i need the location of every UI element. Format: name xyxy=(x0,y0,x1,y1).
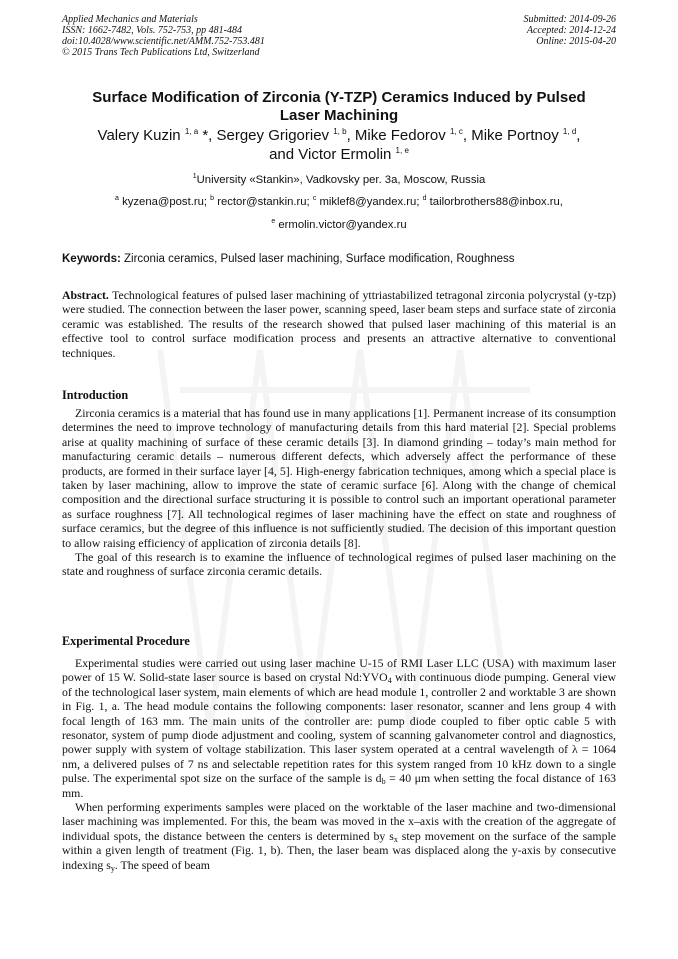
paper-title xyxy=(62,89,616,125)
email-sup: e xyxy=(271,218,276,225)
doi: doi:10.4028/www.scientific.net/AMM.752-753.481 xyxy=(62,36,265,47)
experimental-body xyxy=(62,656,616,872)
section-heading-introduction: Introduction xyxy=(62,388,129,402)
text-run: Experimental studies were carried out using laser machine U-15 of RMI Laser LLC (USA) with maximum laser power of 15 W. Solid-state laser source is based on crystal Nd:YVO xyxy=(62,656,616,685)
author-emails xyxy=(62,196,616,209)
author-sep: *, xyxy=(198,127,217,144)
author-affil-sup: 1, e xyxy=(395,146,409,155)
email-sup: b xyxy=(210,195,215,202)
paragraph xyxy=(62,800,616,872)
author-affil-sup: 1, d xyxy=(562,127,577,136)
author-affil-sup: 1, a xyxy=(184,127,199,136)
author-list xyxy=(62,126,616,164)
author-name: and Victor Ermolin xyxy=(269,146,392,163)
subscript: 4 xyxy=(387,676,392,686)
subscript: b xyxy=(381,777,386,787)
email-sup: d xyxy=(422,195,427,202)
affiliation-text: University «Stankin», Vadkovsky per. 3a, Moscow, Russia xyxy=(196,174,486,186)
abstract-label: Abstract. xyxy=(62,288,109,302)
text-run: step movement on the surface of the sample within a given length of treatment (Fig. 1, b). Then, the laser beam was displaced along the y-axis by consecutive indexing s xyxy=(62,828,616,872)
author-affil-sup: 1, b xyxy=(333,127,347,136)
author-sep: , xyxy=(346,127,355,144)
abstract xyxy=(62,288,616,360)
email-link[interactable]: tailorbrothers88@inbox.ru, xyxy=(429,196,563,208)
title-line-2: Laser Machining xyxy=(279,107,399,124)
paragraph: The goal of this research is to examine the influence of technological regimes of pulsed laser machining on the state and roughness of surface zirconia ceramic details. xyxy=(62,550,616,579)
text-run: with continuous diode pumping. General view of the technological laser system, main elements of which are head module 1, controller 2 and worktable 3 are shown in Fig. 1, a. The head module contains the following components: laser resonator, scanner and lens group 4 with focal length of 163 mm. The main units of the controller are: pump diode coupled to fiber optic cable 5 with resonator, system of pump diode adjustment and cooling, system of scanning galvanometer control and diagnostics, power supply with system of voltage stabilization. This laser system operated at a central wavelength of λ = 1064 nm, a delivered pulses of 7 ns and selectable repetition rates for this system ranged from 10 kHz down to a single pulse. The experimental spot size on the surface of the sample is d xyxy=(62,670,617,786)
author-sep: , xyxy=(462,127,472,144)
author-emails-line-2 xyxy=(62,219,616,232)
journal-header-right xyxy=(524,14,617,47)
abstract-paragraph xyxy=(62,288,616,360)
author-name: Sergey Grigoriev xyxy=(216,127,330,144)
email-sup: c xyxy=(312,195,317,202)
title-line-1: Surface Modification of Zirconia (Y-TZP) Ceramics Induced by Pulsed xyxy=(92,89,586,106)
section-heading-experimental: Experimental Procedure xyxy=(62,634,190,648)
affiliation-sup: 1 xyxy=(192,173,197,180)
keywords xyxy=(62,252,616,266)
author-sep: , xyxy=(576,127,581,144)
email-link[interactable]: miklef8@yandex.ru; xyxy=(319,196,423,208)
introduction-body xyxy=(62,406,616,579)
keywords-label: Keywords: xyxy=(62,253,121,265)
author-name: Valery Kuzin xyxy=(97,127,181,144)
subscript: y xyxy=(110,863,115,873)
author-name: Mike Fedorov xyxy=(354,127,446,144)
text-run: = 40 μm when setting the focal distance of 163 mm. xyxy=(62,771,616,800)
email-link[interactable]: rector@stankin.ru; xyxy=(217,196,313,208)
author-line-2 xyxy=(62,145,616,164)
keywords-text: Zirconia ceramics, Pulsed laser machining, Surface modification, Roughness xyxy=(124,253,515,265)
accepted-date: Accepted: 2014-12-24 xyxy=(526,25,616,36)
author-name: Mike Portnoy xyxy=(471,127,559,144)
email-link[interactable]: ermolin.victor@yandex.ru xyxy=(278,219,407,231)
copyright: © 2015 Trans Tech Publications Ltd, Switzerland xyxy=(62,47,260,58)
journal-header-left xyxy=(62,14,265,58)
text-run: . The speed of beam xyxy=(114,857,210,872)
email-link[interactable]: kyzena@post.ru; xyxy=(122,196,211,208)
author-line-1 xyxy=(62,126,616,145)
author-affil-sup: 1, c xyxy=(449,127,463,136)
paragraph xyxy=(62,656,616,800)
journal-name: Applied Mechanics and Materials xyxy=(62,14,198,25)
subscript: x xyxy=(393,834,398,844)
text-run: When performing experiments samples were placed on the worktable of the laser machine and two-dimensional laser machining was implemented. For this, the beam was moved in the x–axis with the creation of the aggregate of individual spots, the distance between the centers is determined by s xyxy=(62,800,616,843)
email-sup: a xyxy=(115,195,119,202)
affiliation xyxy=(62,174,616,187)
online-date: Online: 2015-04-20 xyxy=(536,36,616,47)
issn: ISSN: 1662-7482, Vols. 752-753, pp 481-484 xyxy=(62,25,242,36)
paragraph: Zirconia ceramics is a material that has found use in many applications [1]. Permanent increase of its consumption determines the need to improve technology of manufacturing details from this hard material [2]. Special problems arise at quality machining of surface of these ceramic details [3]. In diamond grinding – today’s main method for manufacturing ceramic details – numerous different defects, which adversely affect the performance of these products, are formed in their surface layer [4, 5]. High-energy fabrication techniques, among which a special place is taken by laser machining, allow to improve the state of ceramic surface [6]. Along with the change of chemical composition and the directional surface structuring it is possible to control such an important operational parameter as surface roughness [7]. All technological regimes of laser machining have the effect on state and roughness of surface ceramics, but the degree of this influence is not sufficiently studied. The decision of this important question to allow raising efficiency of application of zirconia details [8]. xyxy=(62,406,616,550)
submitted-date: Submitted: 2014-09-26 xyxy=(523,14,616,25)
abstract-text: Technological features of pulsed laser machining of yttriastabilized tetragonal zirconia polycrystal (y-tzp) were studied. The connection between the laser power, scanning speed, laser beam steps and surface state of zirconia ceramic was established. The results of the research showed that pulsed laser machining of this material is an effective tool to control surface modification process and presents an attractive alternative to conventional techniques. xyxy=(62,288,616,360)
